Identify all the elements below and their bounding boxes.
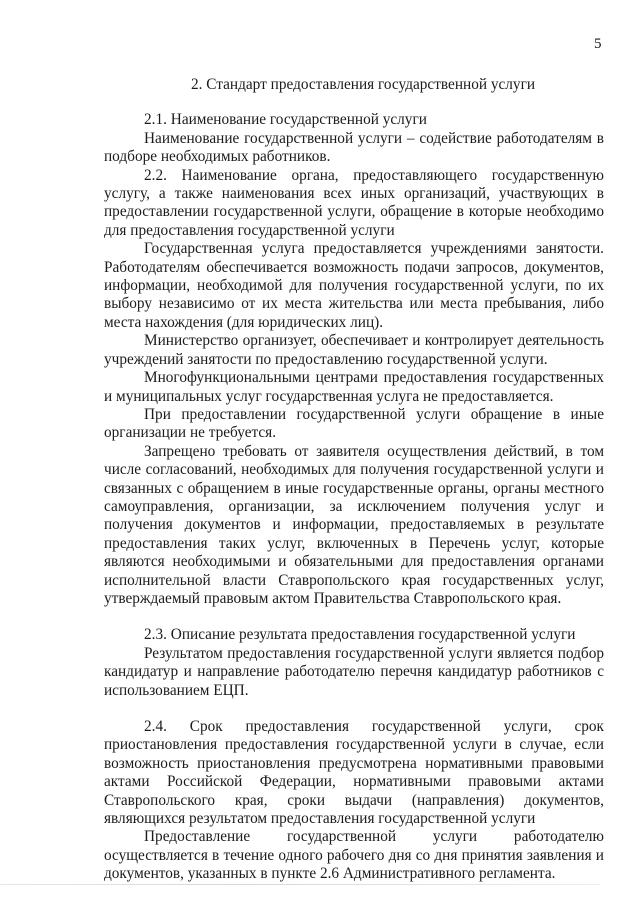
paragraph: Министерство организует, обеспечивает и контролирует деятельность учреждений занятости по предоставлению государственной услуги. — [104, 332, 604, 368]
subsection-heading-2-1: 2.1. Наименование государственной услуги — [144, 111, 427, 129]
subsection-heading-2-3: 2.3. Описание результата предоставления государственной услуги — [144, 626, 576, 644]
paragraph: Многофункциональными центрами предоставления государственных и муниципальных услуг государственная услуга не предоставляется. — [104, 369, 604, 405]
subsection-heading-2-4: 2.4. Срок предоставления государственной услуги, срок приостановления предоставления государственной услуги в случае, если возможность приостановления предусмотрена нормативными правовыми актами Российской Федерации, нормативными правовыми актами Ставропольского края, сроки выдачи (направления) документов, являющихся результатом предоставления государственной услуги — [104, 718, 604, 828]
scan-edge-line — [0, 884, 600, 885]
paragraph: Наименование государственной услуги – содействие работодателям в подборе необходимых работников. — [104, 129, 604, 166]
page-number: 5 — [594, 36, 602, 52]
paragraph: При предоставлении государственной услуги обращение в иные организации не требуется. — [104, 405, 604, 442]
subsection-heading-2-2: 2.2. Наименование органа, предоставляющего государственную услугу, а также наименования всех иных организаций, участвующих в предоставлении государственной услуги, обращение в которые необходимо для предоставления государственной услуги — [104, 166, 604, 239]
paragraph: Запрещено требовать от заявителя осуществления действий, в том числе согласований, необходимых для получения государственной услуги и связанных с обращением в иные государственные органы, органы местного самоуправления, организации, за исключением получения услуг и получения документов и информации, предоставляемых в результате предоставления таких услуг, включенных в Перечень услуг, которые являются необходимыми и обязательными для предоставления органами исполнительной власти Ставропольского края государственных услуг, утверждаемый правовым актом Правительства Ставропольского края. — [104, 442, 604, 607]
document-body — [104, 76, 604, 884]
paragraph: Результатом предоставления государственной услуги является подбор кандидатур и направление работодателю перечня кандидатур работников с использованием ЕЦП. — [104, 644, 604, 699]
paragraph: Предоставление государственной услуги работодателю осуществляется в течение одного рабочего дня со дня принятия заявления и документов, указанных в пункте 2.6 Административного регламента. — [104, 828, 604, 883]
section-title: 2. Стандарт предоставления государственной услуги — [190, 76, 536, 93]
paragraph: Государственная услуга предоставляется учреждениями занятости. Работодателям обеспечивается возможность подачи запросов, документов, информации, необходимой для получения государственной услуги, по их выбору независимо от их места жительства или места пребывания, либо места нахождения (для юридических лиц). — [104, 240, 604, 331]
